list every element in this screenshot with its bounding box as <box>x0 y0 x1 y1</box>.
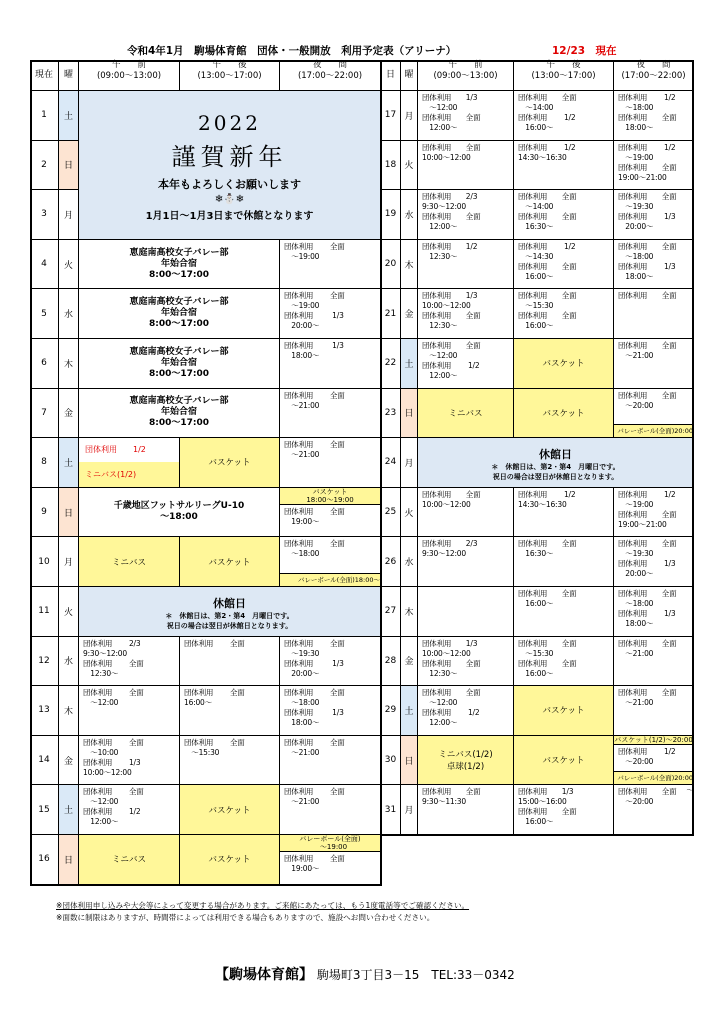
day-of-week: 土 <box>401 686 418 736</box>
slot-afternoon: 団体利用 全面 16:30～ <box>514 537 614 587</box>
day-number: 26 <box>381 537 401 587</box>
facility-name: 【駒場体育館】 <box>215 967 313 983</box>
day-number: 29 <box>381 686 401 736</box>
header-ev-time: (17:00～22:00) <box>297 71 363 81</box>
header-pm-label: 午 後 <box>546 60 581 70</box>
slot-afternoon: バスケット <box>180 835 280 885</box>
day-of-week: 日 <box>59 835 79 885</box>
day-number: 23 <box>381 389 401 439</box>
slot-morning: 団体利用 全面 10:00～12:00 <box>418 488 514 538</box>
day-of-week: 土 <box>401 339 418 389</box>
day-number: 25 <box>381 488 401 538</box>
day-number: 4 <box>30 240 59 290</box>
day-of-week: 日 <box>59 141 79 191</box>
day-of-week: 日 <box>401 736 418 786</box>
slot-morning: 団体利用 1/3 10:00～12:00 団体利用 全面 12:30～ <box>418 637 514 687</box>
slot-evening-entry: 団体利用 全面 ～18:00 団体利用 1/3 18:00～ <box>284 688 345 728</box>
day-number: 12 <box>30 637 59 687</box>
day-number: 31 <box>381 785 401 835</box>
slot-evening-entry: 団体利用 1/3 18:00～ <box>284 341 344 360</box>
slot-evening-entry: 団体利用 全面 ～19:00 団体利用 1/3 20:00～ <box>284 291 345 331</box>
slot-afternoon: バスケット <box>514 339 614 389</box>
day-number: 5 <box>30 289 59 339</box>
day-of-week: 水 <box>59 637 79 687</box>
day-number: 11 <box>30 587 59 637</box>
slot-evening-entry: 団体利用 1/2 ～19:00 団体利用 全面 19:00～21:00 <box>618 489 677 529</box>
slot-morning: ミニバス <box>418 389 514 439</box>
slot-afternoon: 団体利用 全面 ～14:00 団体利用 1/2 16:00～ <box>514 91 614 141</box>
header-day: 現在 <box>30 60 59 91</box>
slot-morning: 団体利用 全面 ～12:00 団体利用 1/2 12:00～ <box>418 339 514 389</box>
slot-morning-entry: 団体利用 1/2 <box>85 445 146 455</box>
snowman-icon: ❄⛄❄ <box>214 194 245 205</box>
slot-evening-entry: 団体利用 全面 ～21:00 <box>618 341 677 360</box>
slot-morning-entry-2: ミニバス(1/2) <box>79 462 179 487</box>
slot-evening-entry: 団体利用 全面 ～19:30 団体利用 1/3 20:00～ <box>618 539 677 579</box>
slot-afternoon: 団体利用 全面 16:00～ <box>180 686 280 736</box>
slot-morning-afternoon: 恵庭南高校女子バレー部 年始合宿 8:00～17:00 <box>79 240 280 290</box>
day-number: 20 <box>381 240 401 290</box>
day-number: 17 <box>381 91 401 141</box>
slot-afternoon: バスケット <box>180 537 280 587</box>
slot-afternoon: バスケット <box>514 736 614 786</box>
day-of-week: 日 <box>401 389 418 439</box>
header-ev-label: 夜 間 <box>636 60 671 70</box>
day-of-week: 火 <box>401 488 418 538</box>
day-of-week: 土 <box>59 438 79 488</box>
day-number: 14 <box>30 736 59 786</box>
slot-morning: 団体利用 全面 ～12:00 団体利用 1/2 12:00～ <box>418 686 514 736</box>
day-of-week: 土 <box>59 785 79 835</box>
day-of-week: 月 <box>59 190 79 240</box>
header-pm-time: (13:00～17:00) <box>531 71 596 81</box>
day-of-week: 木 <box>401 587 418 637</box>
closed-note: ＊ 休館日は、第2・第4 月曜日です。 <box>165 612 294 620</box>
day-number: 3 <box>30 190 59 240</box>
left-table-frame <box>30 60 382 886</box>
slot-evening-entry: 団体利用 全面 ～21:00 <box>618 688 677 708</box>
facility-contact: 駒場町3丁目3－15 TEL:33－0342 <box>316 968 515 982</box>
day-number: 22 <box>381 339 401 389</box>
slot-afternoon: バスケット <box>180 785 280 835</box>
slot-morning: 団体利用 全面 10:00～12:00 <box>418 141 514 191</box>
slot-evening-entry: 団体利用 全面 ～19:30 団体利用 1/3 20:00～ <box>618 192 677 232</box>
new-year-year: 2022 <box>198 111 261 135</box>
day-of-week: 木 <box>59 686 79 736</box>
slot-afternoon: バスケット <box>514 686 614 736</box>
day-number: 2 <box>30 141 59 191</box>
slot-afternoon: 団体利用 1/3 15:00～16:00 団体利用 全面 16:00～ <box>514 785 614 835</box>
header-pm-time: (13:00～17:00) <box>197 71 262 81</box>
slot-afternoon: 団体利用 全面 ～15:30 団体利用 全面 16:00～ <box>514 637 614 687</box>
slot-morning: 団体利用 全面 ～10:00 団体利用 1/3 10:00～12:00 <box>79 736 180 786</box>
slot-evening-event: バレーボール(全面) ～19:00 <box>280 835 380 852</box>
closed-title: 休館日 <box>213 597 246 610</box>
day-number: 30 <box>381 736 401 786</box>
day-of-week: 日 <box>59 488 79 538</box>
day-of-week: 月 <box>401 91 418 141</box>
slot-evening-entry: 団体利用 全面 ～21:00 <box>284 440 345 460</box>
schedule-table <box>30 60 694 884</box>
slot-evening-entry: 団体利用 全面 19:00～ <box>284 854 345 873</box>
day-of-week: 火 <box>59 240 79 290</box>
header-dow: 曜 <box>59 60 79 91</box>
slot-evening-entry: 団体利用 全面 19:00～ <box>284 506 345 526</box>
header-am-label: 午 前 <box>111 60 146 70</box>
right-table-frame <box>380 60 694 836</box>
slot-evening-entry: 団体利用 全面 ～21:00 <box>284 737 345 757</box>
header-dow2: 曜 <box>401 60 418 91</box>
as-of-date: 12/23 現在 <box>552 45 617 57</box>
day-of-week: 金 <box>59 736 79 786</box>
slot-evening-entry: 団体利用 1/2 ～19:00 団体利用 全面 19:00～21:00 <box>618 142 677 182</box>
day-of-week: 土 <box>59 91 79 141</box>
day-number: 10 <box>30 537 59 587</box>
new-year-message: 本年もよろしくお願いします <box>158 178 301 191</box>
facility-address <box>215 964 515 984</box>
slot-evening-entry: 団体利用 全面 ～19:30 団体利用 1/3 20:00～ <box>284 638 345 678</box>
day-of-week: 水 <box>401 190 418 240</box>
header-ev-label: 夜 間 <box>312 60 347 70</box>
slot-morning: 団体利用 2/3 9:30～12:00 <box>418 537 514 587</box>
closed-title: 休館日 <box>539 448 572 462</box>
day-of-week: 金 <box>401 289 418 339</box>
slot-evening-entry: 団体利用 1/2 ～18:00 団体利用 全面 18:00～ <box>618 93 677 132</box>
slot-evening-entry: 団体利用 全面 <box>618 291 677 301</box>
slot-morning-afternoon: 恵庭南高校女子バレー部 年始合宿 8:00～17:00 <box>79 389 280 439</box>
slot-afternoon: 団体利用 1/2 14:30～16:30 <box>514 141 614 191</box>
slot-morning-afternoon: 恵庭南高校女子バレー部 年始合宿 8:00～17:00 <box>79 289 280 339</box>
closed-note-2: 祝日の場合は翌日が休館日となります。 <box>166 622 293 630</box>
slot-morning: 団体利用 1/2 12:30～ <box>418 240 514 290</box>
day-of-week: 月 <box>401 438 418 488</box>
day-number: 18 <box>381 141 401 191</box>
slot-morning: 団体利用 1/3 ～12:00 団体利用 全面 12:00～ <box>418 91 514 141</box>
day-of-week: 木 <box>401 240 418 290</box>
day-number: 16 <box>30 835 59 885</box>
slot-morning: 団体利用 1/3 10:00～12:00 団体利用 全面 12:30～ <box>418 289 514 339</box>
day-number: 28 <box>381 637 401 687</box>
day-of-week: 火 <box>59 587 79 637</box>
day-of-week: 月 <box>59 537 79 587</box>
day-number: 15 <box>30 785 59 835</box>
header-am-label: 午 前 <box>448 60 483 70</box>
slot-evening-event-2: バレーボール(全面)18:00～ <box>280 573 380 586</box>
slot-morning-afternoon: 千歳地区フットサルリーグU-10 ～18:00 <box>79 488 280 538</box>
slot-evening-entry: 団体利用 全面 ～18:00 <box>284 539 345 559</box>
slot-morning: 団体利用 全面 ～12:00 <box>79 686 180 736</box>
slot-morning-afternoon: 恵庭南高校女子バレー部 年始合宿 8:00～17:00 <box>79 339 280 389</box>
slot-morning: ミニバス <box>79 835 180 885</box>
slot-evening-entry: 団体利用 全面 ～19:00 <box>284 241 345 261</box>
slot-afternoon: 団体利用 全面 <box>180 637 280 687</box>
day-number: 24 <box>381 438 401 488</box>
day-of-week: 金 <box>59 389 79 439</box>
day-of-week: 木 <box>59 339 79 389</box>
slot-morning: ミニバス(1/2) 卓球(1/2) <box>418 736 514 786</box>
day-number: 8 <box>30 438 59 488</box>
slot-afternoon: バスケット <box>514 389 614 439</box>
day-number: 6 <box>30 339 59 389</box>
slot-evening-entry: 団体利用 全面 ～20:00 <box>618 787 677 807</box>
header-am-time: (09:00～13:00) <box>96 71 162 81</box>
day-number: 1 <box>30 91 59 141</box>
day-of-week: 水 <box>59 289 79 339</box>
day-of-week: 水 <box>401 537 418 587</box>
footnote-2: ※面数に制限はありますが、時間帯によっては利用できる場合もありますので、施設へお問い合わせください。 <box>56 913 435 922</box>
slot-morning: 団体利用 全面 9:30～11:30 <box>418 785 514 835</box>
day-number: 19 <box>381 190 401 240</box>
slot-afternoon: 団体利用 全面 16:00～ <box>514 587 614 637</box>
page-title-bar <box>0 43 724 59</box>
slot-afternoon: 団体利用 全面 ～14:00 団体利用 全面 16:30～ <box>514 190 614 240</box>
slot-evening-entry: 団体利用 全面 ～20:00 <box>618 390 677 410</box>
slot-evening-entry: 団体利用 1/2 ～20:00 <box>618 746 676 766</box>
header-am-time: (09:00～13:00) <box>433 71 498 81</box>
slot-evening-event-2: バレーボール(全面)20:00 <box>614 424 693 437</box>
closed-note: ＊ 休館日は、第2・第4 月曜日です。 <box>491 463 620 472</box>
slot-evening-entry: 団体利用 全面 ～21:00 <box>618 638 677 658</box>
footnote-1: ※団体利用申し込みや大会等によって変更する場合があります。ご来館にあたっては、もう1度電話等でご確認ください。 <box>56 901 470 910</box>
page-title: 令和4年1月 駒場体育館 団体・一般開放 利用予定表（アリーナ） <box>127 45 457 57</box>
slot-morning: 団体利用 2/3 9:30～12:00 団体利用 全面 12:30～ <box>79 637 180 687</box>
slot-evening-entry: 団体利用 全面 ～21:00 <box>284 390 345 410</box>
closure-message: 1月1日～1月3日まで休館となります <box>145 211 314 222</box>
slot-afternoon: 団体利用 全面 ～15:30 <box>180 736 280 786</box>
slot-evening-entry: 団体利用 全面 ～18:00 団体利用 1/3 18:00～ <box>618 589 677 628</box>
header-pm-label: 午 後 <box>212 60 247 70</box>
day-of-week: 火 <box>401 141 418 191</box>
slot-evening-event-2: バレーボール(全面)20:00～ <box>614 771 693 784</box>
slot-afternoon: 団体利用 全面 ～15:30 団体利用 全面 16:00～ <box>514 289 614 339</box>
slot-morning: 団体利用 2/3 9:30～12:00 団体利用 全面 12:00～ <box>418 190 514 240</box>
closed-note-2: 祝日の場合は翌日が休館日となります。 <box>492 473 619 482</box>
header-day2: 日 <box>381 60 401 91</box>
slot-evening-event: バスケット(1/2)～20:00 <box>614 735 693 744</box>
slot-afternoon: 団体利用 1/2 ～14:30 団体利用 全面 16:00～ <box>514 240 614 290</box>
day-of-week: 金 <box>401 637 418 687</box>
slot-afternoon: バスケット <box>180 438 280 488</box>
header-ev-time: (17:00～22:00) <box>621 71 686 81</box>
day-number: 21 <box>381 289 401 339</box>
slot-morning: 団体利用 全面 ～12:00 団体利用 1/2 12:00～ <box>79 785 180 835</box>
slot-evening-entry: 団体利用 全面 ～21:00 <box>284 787 345 807</box>
day-of-week: 月 <box>401 785 418 835</box>
new-year-greeting: 謹賀新年 <box>171 143 288 171</box>
day-number: 27 <box>381 587 401 637</box>
slot-morning: ミニバス <box>79 537 180 587</box>
slot-afternoon: 団体利用 1/2 14:30～16:30 <box>514 488 614 538</box>
day-number: 13 <box>30 686 59 736</box>
day-number: 9 <box>30 488 59 538</box>
slot-evening-event: バスケット 18:00～19:00 <box>280 488 380 505</box>
slot-evening-entry: 団体利用 全面 ～18:00 団体利用 1/3 18:00～ <box>618 241 677 281</box>
day-number: 7 <box>30 389 59 439</box>
